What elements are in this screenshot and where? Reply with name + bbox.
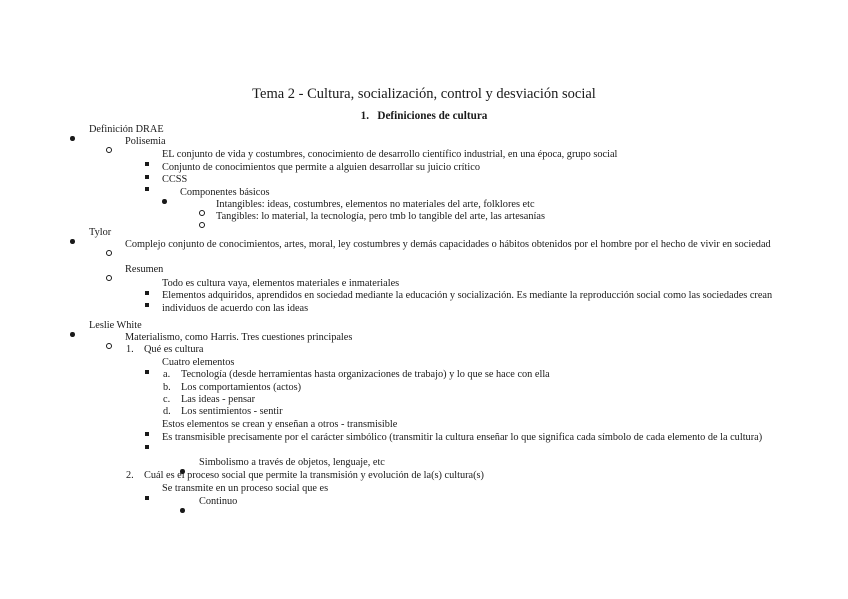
list-item: Continuo [199, 496, 238, 507]
bullet-dot-icon [70, 128, 75, 146]
list-item: Elementos adquiridos, aprendidos en sociedad mediante la educación y socialización. Es mediante la reproducción social como las sociedades crean individuos de acuerdo con las ideas [162, 290, 773, 314]
list-item: Cuatro elementos [162, 357, 235, 368]
bullet-circle-icon [106, 336, 112, 354]
list-item: Los comportamientos (actos) [181, 382, 302, 393]
list-marker: 2. [126, 470, 134, 481]
list-item: Tecnología (desde herramientas hasta organizaciones de trabajo) y lo que se hace con ella [181, 369, 550, 380]
list-marker: d. [163, 406, 171, 417]
list-item: EL conjunto de vida y costumbres, conocimiento de desarrollo científico industrial, en una época, grupo social [162, 149, 618, 160]
list-item: Las ideas - pensar [181, 394, 256, 405]
list-item: Intangibles: ideas, costumbres, elementos no materiales del arte, folklores etc [216, 199, 535, 210]
list-item: Los sentimientos - sentir [181, 406, 283, 417]
section-heading [0, 109, 848, 123]
bullet-dot-icon [70, 324, 75, 342]
list-item: Tylor [89, 227, 112, 238]
list-item: Estos elementos se crean y enseñan a otros - transmisible [162, 419, 398, 430]
bullet-square-icon [145, 178, 149, 196]
list-item: Leslie White [89, 320, 142, 331]
section-number: 1. [360, 110, 369, 122]
bullet-square-icon [145, 294, 149, 312]
list-item: Resumen [125, 264, 164, 275]
list-item: Todo es cultura vaya, elementos materiales e inmateriales [162, 278, 400, 289]
list-item: Componentes básicos [180, 187, 270, 198]
list-item: Conjunto de conocimientos que permite a alguien desarrollar su juicio crítico [162, 162, 480, 173]
list-marker: b. [163, 382, 171, 393]
list-item: Qué es cultura [144, 344, 204, 355]
list-marker: c. [163, 394, 171, 405]
list-item: Definición DRAE [89, 124, 164, 135]
bullet-dot-icon [162, 191, 167, 209]
list-item: Complejo conjunto de conocimientos, artes, moral, ley costumbres y demás capacidades o hábitos obtenidos por el hombre por el hecho de vivir en sociedad [125, 239, 771, 250]
list-marker: a. [163, 369, 171, 380]
list-item: Es transmisible precisamente por el carácter simbólico (transmitir la cultura enseñar lo que significa cada símbolo de cada elemento de la cultura) [162, 432, 763, 443]
list-item: Tangibles: lo material, la tecnología, pero tmb lo tangible del arte, las artesanías [216, 211, 545, 222]
document-title: Tema 2 - Cultura, socialización, control y desviación social [252, 86, 596, 102]
list-item: Polisemia [125, 136, 166, 147]
list-item: Materialismo, como Harris. Tres cuestiones principales [125, 332, 353, 343]
bullet-square-icon [145, 487, 149, 505]
bullet-circle-icon [106, 140, 112, 158]
list-item: Simbolismo a través de objetos, lenguaje, etc [199, 457, 385, 468]
bullet-dot-icon [180, 500, 185, 518]
section-title: Definiciones de cultura [377, 110, 488, 122]
bullet-circle-icon [106, 243, 112, 261]
list-item: Se transmite en un proceso social que es [162, 483, 329, 494]
bullet-dot-icon [70, 231, 75, 249]
bullet-square-icon [145, 361, 149, 379]
bullet-circle-icon [106, 268, 112, 286]
bullet-square-icon [145, 436, 149, 454]
list-item: Cuál es el proceso social que permite la transmisión y evolución de la(s) cultura(s) [144, 470, 484, 481]
list-item: CCSS [162, 174, 188, 185]
bullet-circle-icon [199, 215, 205, 233]
list-marker: 1. [126, 344, 134, 355]
